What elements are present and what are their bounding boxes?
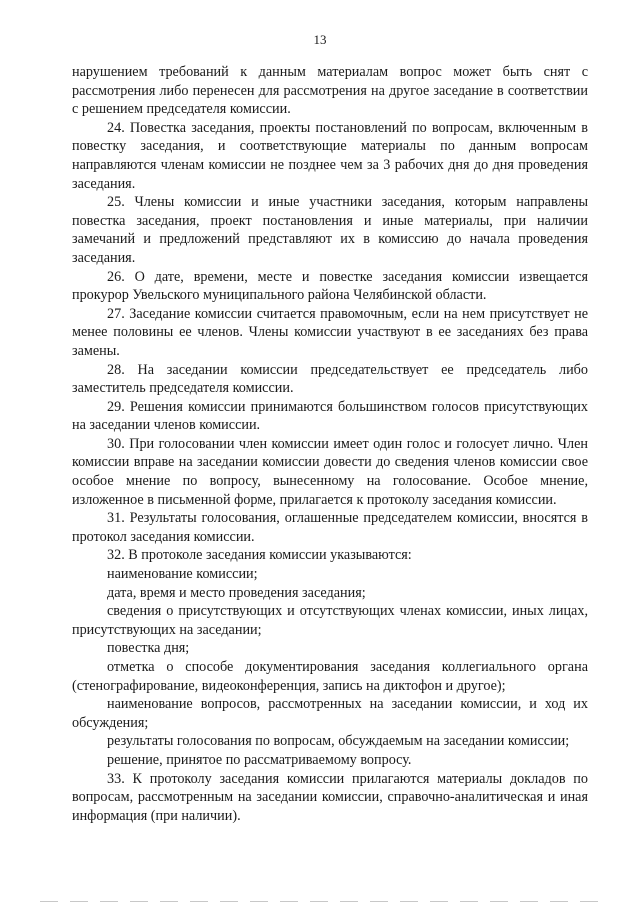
paragraph-continuation: нарушением требований к данным материалам вопрос может быть снят с рассмотрения либо перенесен для рассмотрения на другое заседание в соответствии с решением председателя комиссии. <box>72 64 588 118</box>
paragraph-31: 31. Результаты голосования, оглашенные председателем комиссии, вносятся в протокол заседания комиссии. <box>72 510 588 545</box>
paragraph-32: 32. В протоколе заседания комиссии указываются: <box>107 547 412 564</box>
paragraph-24: 24. Повестка заседания, проекты постановлений по вопросам, включенным в повестку заседания, и соответствующие материалы по данным вопросам направляются членам комиссии не позднее чем за 3 рабочих дня до дня проведения заседания. <box>72 119 588 192</box>
protocol-item-voting-results: результаты голосования по вопросам, обсуждаемым на заседании комиссии; <box>107 733 570 750</box>
paragraph-33: 33. К протоколу заседания комиссии прилагаются материалы докладов по вопросам, рассмотренным на заседании комиссии, справочно-аналитическая и иная информация (при наличии). <box>72 770 588 824</box>
paragraph-25: 25. Члены комиссии и иные участники заседания, которым направлены повестка заседания, проект постановления и иные материалы, при наличии замечаний и предложений представляют их в комиссию до начала проведения заседания. <box>72 194 588 266</box>
page-number: 13 <box>313 32 327 47</box>
protocol-item-questions-discussion: наименование вопросов, рассмотренных на заседании комиссии, и ход их обсуждения; <box>72 696 588 731</box>
protocol-item-date-place: дата, время и место проведения заседания; <box>107 584 366 601</box>
document-body <box>72 63 588 825</box>
protocol-item-documentation-method: отметка о способе документирования заседания коллегиального органа (стенографирование, видеоконференция, запись на диктофон и другое); <box>72 659 588 694</box>
paragraph-26: 26. О дате, времени, месте и повестке заседания комиссии извещается прокурор Увельского муниципального района Челябинской области. <box>72 268 588 304</box>
scan-edge-artifact <box>40 901 600 902</box>
protocol-item-commission-name: наименование комиссии; <box>107 566 258 583</box>
protocol-item-agenda: повестка дня; <box>107 640 190 657</box>
paragraph-27: 27. Заседание комиссии считается правомочным, если на нем присутствует не менее половины ее членов. Члены комиссии участвуют в ее заседаниях без права замены. <box>72 305 588 359</box>
protocol-item-decision: решение, принятое по рассматриваемому вопросу. <box>107 751 412 768</box>
paragraph-30: 30. При голосовании член комиссии имеет один голос и голосует лично. Член комиссии вправе на заседании комиссии довести до сведения членов комиссии свое особое мнение по вопросу, вынесенному на голосование. Особое мнение, изложенное в письменной форме, прилагается к протоколу заседания комиссии. <box>72 435 588 508</box>
paragraph-29: 29. Решения комиссии принимаются большинством голосов присутствующих на заседании членов комиссии. <box>72 398 588 434</box>
protocol-item-attendance: сведения о присутствующих и отсутствующих членах комиссии, иных лицах, присутствующих на заседании; <box>72 603 588 638</box>
paragraph-28: 28. На заседании комиссии председательствует ее председатель либо заместитель председателя комиссии. <box>72 361 588 397</box>
